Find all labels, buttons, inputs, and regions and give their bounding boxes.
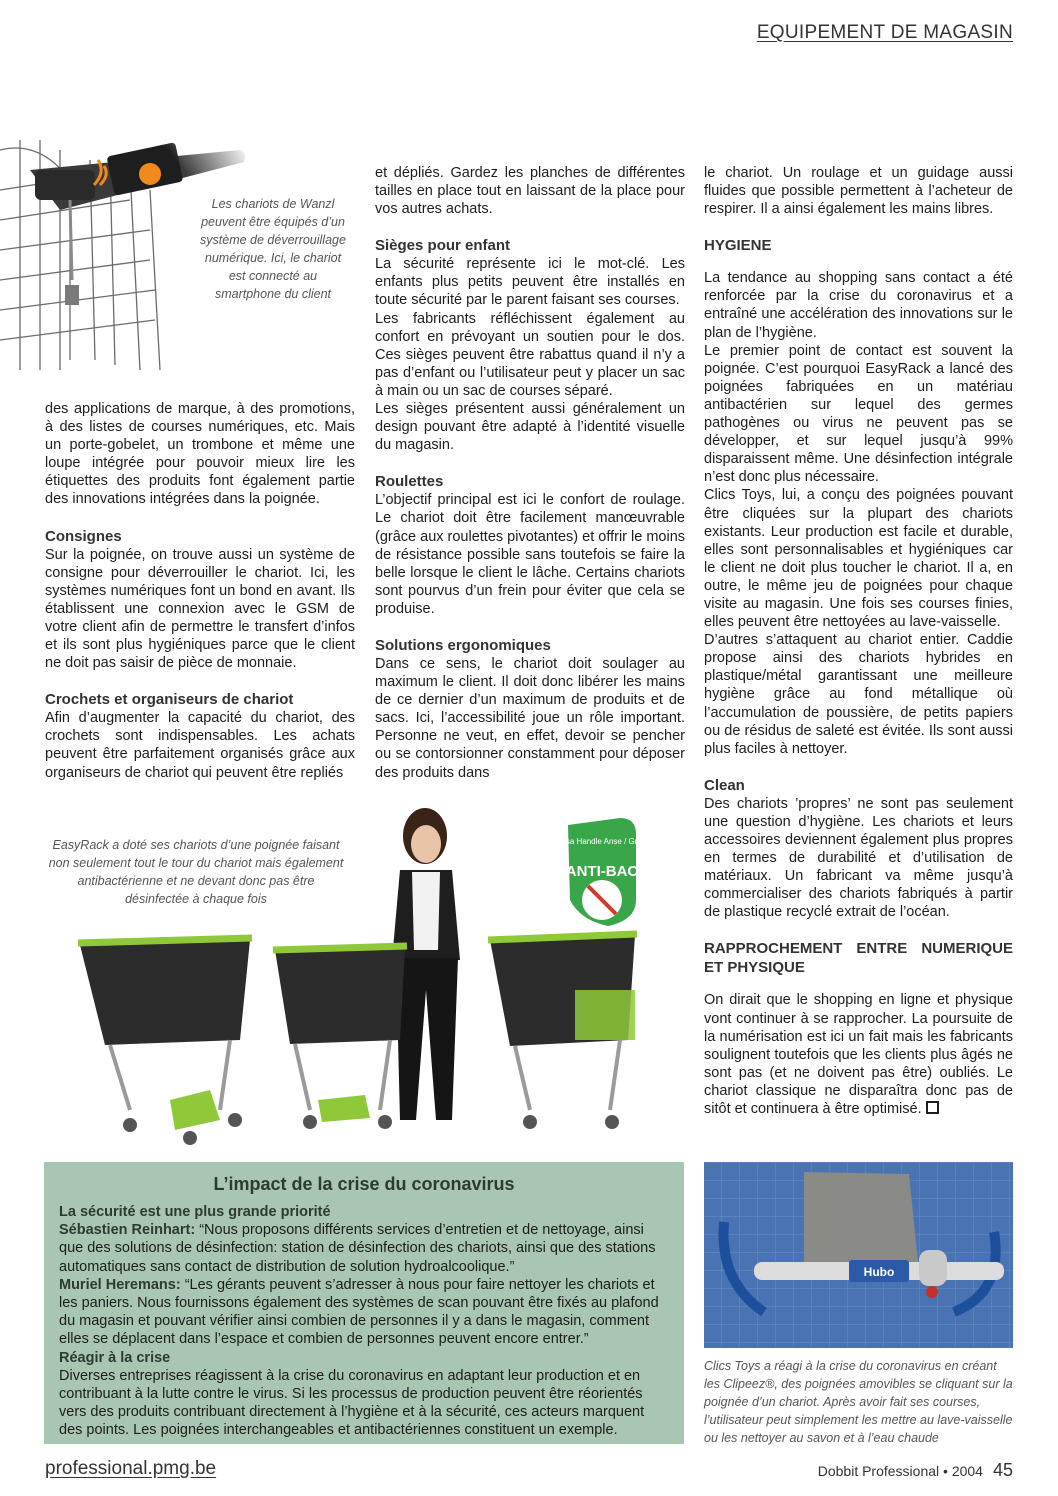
hygiene-text-3: Clics Toys, lui, a conçu des poignées pouvant être cliquées sur la plupart des chariots existants. Leur production est facile et durable, elles sont personnalisables et hygiéniques car le client ne doit plus toucher le chariot. Il a, en outre, le même jeu de poignées pour chaque visite au magasin. Une fois ses courses finies, elles peuvent être nettoyées au lave-vaisselle. bbox=[704, 487, 1013, 631]
easyrack-caption: EasyRack a doté ses chariots d’une poignée faisant non seulement tout le tour du chariot mais également antibactérienne et ne devant donc pas être désinfectée à chaque fois bbox=[48, 838, 344, 906]
cart-right bbox=[488, 934, 637, 1129]
clipeez-photo bbox=[704, 1162, 1013, 1348]
col3-intro: le chariot. Un roulage et un guidage aussi fluides que possible permettent à l’acheteur de respirer. Il a ainsi également les mains libres. bbox=[704, 165, 1013, 218]
svg-text:Hubo: Hubo bbox=[863, 1265, 895, 1279]
hygiene-text-2: Le premier point de contact est souvent la poignée. C’est pourquoi EasyRack a lancé des poignées fabriquées en un matériau antibactérien sur lequel des germes pathogènes ou virus ne peuvent pas se développer, et sur lequel jusqu’à 99% disparaissent même. Une désinfection intégrale n’est donc plus nécessaire. bbox=[704, 342, 1013, 486]
hygiene-text-4: D’autres s’attaquent au chariot entier. Caddie propose ainsi des chariots hybrides en plastique/métal garantissant une meilleure hygiène grâce au fond métallique où l’accumulation de poussière, de petits papiers ou de résidus de saleté est évitée. Ils sont aussi plus faciles à nettoyer. bbox=[704, 632, 1013, 757]
roulettes-text: L’objectif principal est ici le confort de roulage. Le chariot doit être facilement manœuvrable (grâce aux roulettes pivotantes) et offrir le moins de résistance possible sans toutefois se faire la belle lorsque le client le lâche. Certains chariots sont pourvus d’un frein pour éviter que cela se produise. bbox=[375, 492, 686, 617]
box-sub-1: La sécurité est une plus grande priorité bbox=[59, 1204, 331, 1220]
ergonomiques-text: Dans ce sens, le chariot doit soulager au maximum le client. Il doit donc libérer les mains de ce dernier d’un maximum de produits et de sacs. Ici, l’accessibilité joue un rôle important. Personne ne veut, en effet, devoir se pencher ou se contorsionner constamment pour déposer des produits dans bbox=[375, 655, 685, 781]
footer-site[interactable]: professional.pmg.be bbox=[45, 1458, 217, 1479]
box-sub-2: Réagir à la crise bbox=[59, 1349, 171, 1366]
heading-rapprochement: RAPPROCHEMENT ENTRE NUMERIQUE ET PHYSIQUE bbox=[704, 940, 1013, 977]
svg-text:ANTI-BAC: ANTI-BAC bbox=[565, 863, 639, 880]
crochets-text: Afin d’augmenter la capacité du chariot, des crochets sont indispensables. Les achats peuvent être parfaitement organisés grâce aux organiseurs de chariot qui peuvent être repliés bbox=[45, 710, 355, 781]
clean-text: Des chariots ’propres’ ne sont pas seulement une question d’hygiène. Les chariots et leurs accessoires deviennent également plus propres en termes de durabilité et d’utilisation de matériaux. Un fabricant va même jusqu’à commercialiser des chariots fabriqués à partir de plastique recyclé extrait de l’océan. bbox=[704, 795, 1013, 921]
wanzl-caption: Les chariots de Wanzl peuvent être équipés d’un système de déverrouillage numérique. Ici, le chariot est connecté au smartphone du client bbox=[200, 197, 346, 301]
sieges-text-3: Les sièges présentent aussi généralement un design pouvant être adapté à l’identité visuelle du magasin. bbox=[375, 401, 685, 454]
sieges-text-2: Les fabricants réfléchissent également au confort en prévoyant un soutien pour le dos. Ces sièges peuvent être rabattus quand il n’y a pas d’enfant ou l’utilisateur peut y placer un sac à main ou un sac de courses séparé. bbox=[375, 310, 685, 399]
heading-consignes: Consignes bbox=[45, 527, 122, 545]
hygiene-text-1: La tendance au shopping sans contact a été renforcée par la crise du coronavirus et a entraîné une accélération des innovations sur le plan de l’hygiène. bbox=[704, 270, 1013, 341]
column-3 bbox=[704, 164, 1013, 1118]
heading-hygiene: HYGIENE bbox=[704, 237, 772, 255]
easyrack-carts-image bbox=[60, 800, 670, 1160]
col1-intro: des applications de marque, à des promotions, à des listes de courses numériques, etc. Mais un porte-gobelet, un trombone et même une loupe intégrée pour pouvoir mieux lire les étiquettes des produits font également partie des innovations intégrées dans la poignée. bbox=[45, 401, 355, 508]
heading-sieges: Sièges pour enfant bbox=[375, 237, 511, 255]
cart-left bbox=[78, 938, 252, 1145]
box-quote-2: Muriel Heremans: “Les gérants peuvent s’adresser à nous pour faire nettoyer les chariots et les paniers. Nous fournissons également des systèmes de scan pouvant être fixés au plafond du magasin et pouvant vérifier ainsi combien de personnes il y a dans le magasin, comment elles se déplacent dans l’espace et combien de personnes peuvent encore entrer.” bbox=[59, 1276, 659, 1348]
footer-magazine: Dobbit Professional • 2004 45 bbox=[817, 1460, 1013, 1480]
col2-intro: et dépliés. Gardez les planches de différentes tailles en place tout en laissant de la place pour vos autres achats. bbox=[375, 165, 685, 218]
box-quote-1: Sébastien Reinhart: “Nous proposons différents services d’entretien et de nettoyage, ainsi que des solutions de désinfection: station de désinfection des chariots, ainsi que des stations automatiques sans contact de distribution de solution hydroalcoolique.” bbox=[59, 1222, 656, 1275]
end-square-icon bbox=[926, 1101, 939, 1114]
box-text-2: Diverses entreprises réagissent à la crise du coronavirus en adaptant leur production et en contribuant à la lutte contre le virus. Si les processus de production peuvent être réorientés vers des produits contribuant directement à l’hygiène et à la sécurité, ces acteurs marquent des points. Les poignées interchangeables et antibactériennes constituent un exemple. bbox=[59, 1367, 645, 1439]
heading-ergonomiques: Solutions ergonomiques bbox=[375, 636, 551, 654]
coronavirus-box bbox=[44, 1162, 684, 1444]
rapprochement-text: On dirait que le shopping en ligne et physique vont continuer à se rapprocher. La poursuite de la numérisation est ici un fait mais les fabricants soulignent toutefois que les clients plus âgés ne sont pas (et ne doivent pas être) oubliés. Le chariot classique ne disparaîtra donc pas de sitôt et continuera à être optimisé. bbox=[704, 992, 1013, 1118]
column-1 bbox=[45, 400, 355, 782]
column-2 bbox=[375, 164, 685, 782]
section-header: EQUIPEMENT DE MAGASIN bbox=[756, 22, 1013, 43]
heading-clean: Clean bbox=[704, 776, 745, 794]
svg-text:Asa Handle Anse / Griff: Asa Handle Anse / Griff bbox=[560, 837, 644, 846]
page-number: 45 bbox=[992, 1460, 1013, 1480]
cart-middle bbox=[273, 946, 407, 1129]
heading-crochets: Crochets et organiseurs de chariot bbox=[45, 691, 294, 709]
consignes-text: Sur la poignée, on trouve aussi un système de consigne pour déverrouiller le chariot. Ici, les systèmes numériques font un bond en avant. Ils établissent une connexion avec le GSM de votre client afin de permettre le transfert d’infos et ils sont plus hygiéniques parce que le client ne doit pas saisir de pièce de monnaie. bbox=[45, 546, 355, 672]
clipeez-caption: Clics Toys a réagi à la crise du coronavirus en créant les Clipeez®, des poignées amovibles se cliquant sur la poignée d’un chariot. Après avoir fait ses courses, l’utilisateur peut simplement les mettre au lave-vaisselle ou les nettoyer au savon et à l’eau chaude bbox=[704, 1359, 1013, 1445]
sieges-text-1: La sécurité représente ici le mot-clé. Les enfants plus petits peuvent être installés en toute sécurité par le parent faisant ses courses. bbox=[375, 256, 685, 309]
box-title: L’impact de la crise du coronavirus bbox=[213, 1174, 515, 1194]
heading-roulettes: Roulettes bbox=[375, 473, 444, 491]
